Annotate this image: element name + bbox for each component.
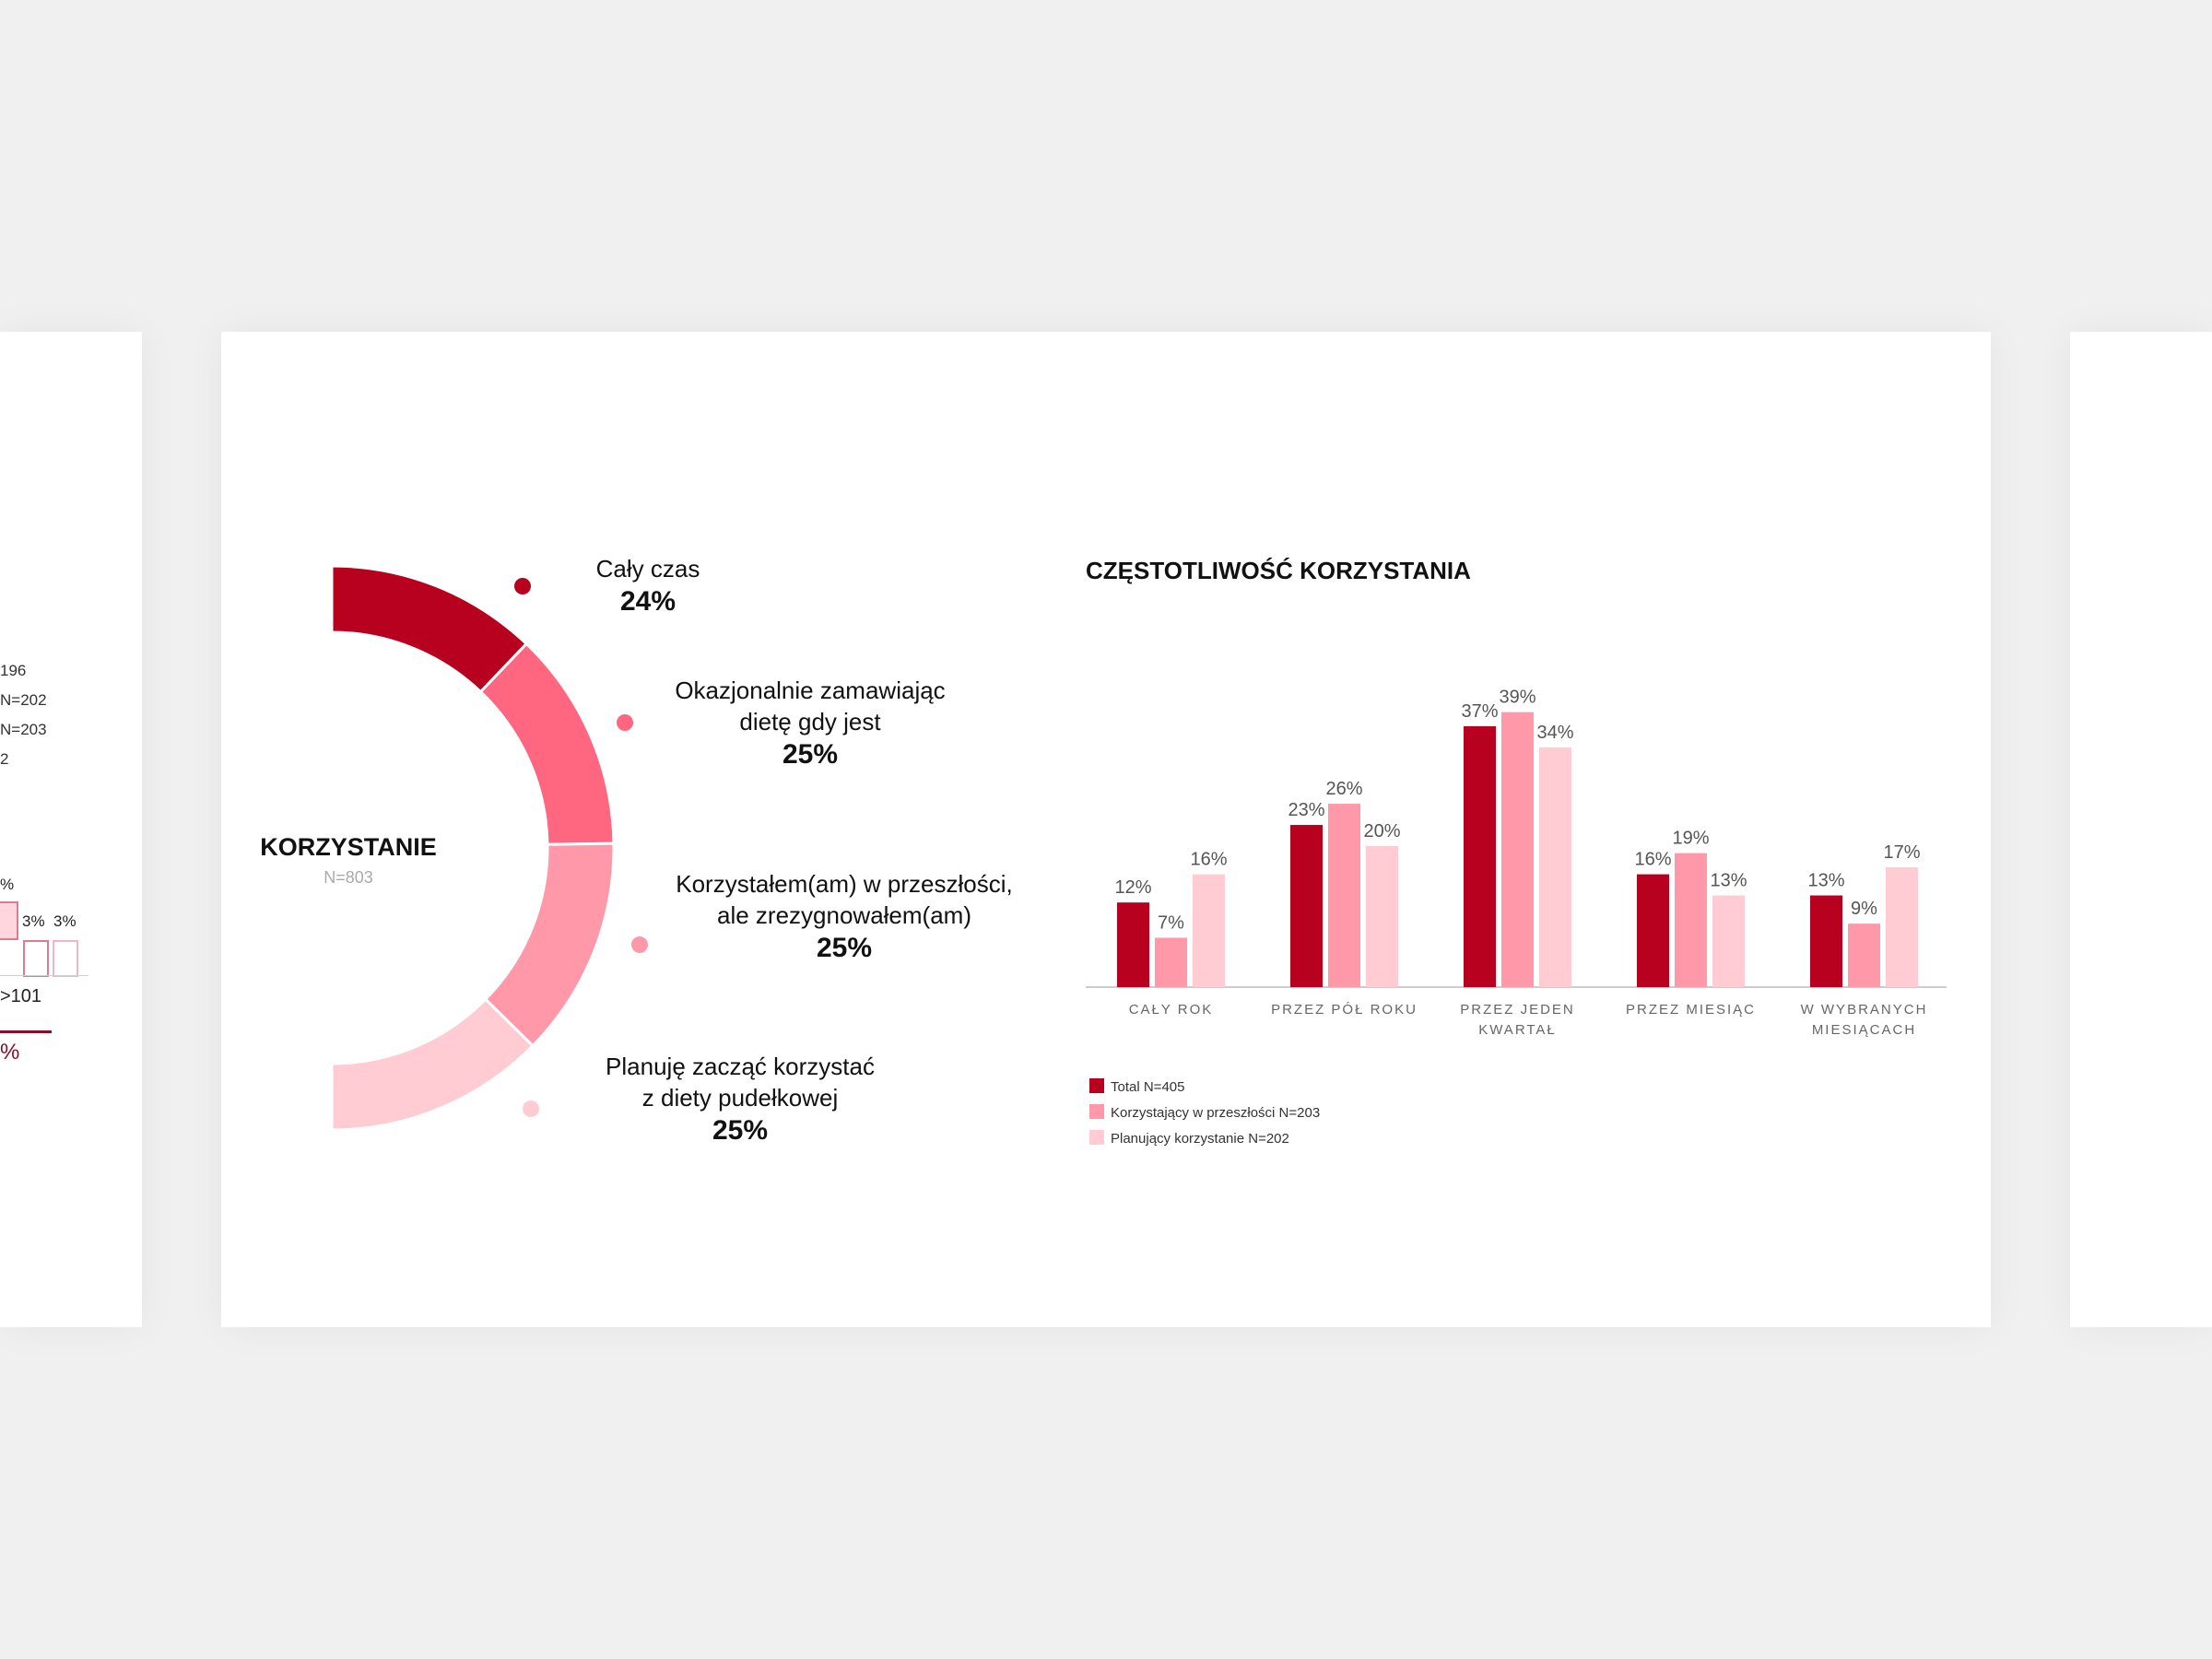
current-slide[interactable] xyxy=(221,332,1991,1327)
axis-line-fragment xyxy=(0,975,88,976)
legend-swatch-1 xyxy=(1089,1078,1104,1093)
legend-label-2: Korzystający w przeszłości N=203 xyxy=(1111,1105,1321,1121)
bar-value-label-4-3: 13% xyxy=(1710,870,1747,891)
slide-canvas xyxy=(221,332,1991,1327)
bar-value-label-5-1: 13% xyxy=(1807,870,1845,891)
bar-5-2 xyxy=(1848,924,1880,987)
legend-label-3: Planujący korzystanie N=202 xyxy=(1111,1131,1289,1147)
category-label-3-line-2: KWARTAŁ xyxy=(1478,1022,1557,1038)
bar-value-label-3-3: 34% xyxy=(1536,722,1574,743)
bar-value-label-1-2: 7% xyxy=(1158,912,1184,934)
donut-label-2-line-2: dietę gdy jest xyxy=(739,708,881,735)
bar-3-2 xyxy=(1501,712,1534,987)
legend-swatch-3 xyxy=(1089,1130,1104,1145)
value-fragment: % xyxy=(0,1040,20,1065)
previous-slide-fragment[interactable] xyxy=(0,332,142,1327)
donut-value-3: 25% xyxy=(816,933,873,963)
legend-swatch-2 xyxy=(1089,1104,1104,1119)
donut-value-4: 25% xyxy=(712,1115,769,1146)
bar-3-3 xyxy=(1539,747,1571,987)
divider-fragment xyxy=(0,1030,52,1033)
donut-label-2-line-1: Okazjonalnie zamawiając xyxy=(675,677,946,704)
legend-label-1: Total N=405 xyxy=(1111,1079,1185,1095)
donut-center-title: KORZYSTANIE xyxy=(260,833,437,861)
bar-value-label-3-1: 37% xyxy=(1461,700,1499,722)
bar-value-label-4-2: 19% xyxy=(1672,828,1710,849)
bar-4-3 xyxy=(1712,896,1745,987)
donut-segment-4 xyxy=(332,999,533,1130)
bar-value-label-5-2: 9% xyxy=(1851,899,1877,920)
donut-legend-dot-3 xyxy=(631,936,648,953)
donut-label-4-line-2: z diety pudełkowej xyxy=(641,1084,839,1112)
bar-1-2 xyxy=(1155,937,1187,987)
donut-value-2: 25% xyxy=(782,739,839,770)
bar-value-label-4-1: 16% xyxy=(1634,849,1672,870)
bar-value-label-3-2: 39% xyxy=(1499,687,1536,708)
donut-legend-dot-4 xyxy=(523,1100,539,1117)
category-label-2-line-1: PRZEZ PÓŁ ROKU xyxy=(1271,1002,1418,1018)
category-label-1-line-1: CAŁY ROK xyxy=(1128,1002,1214,1018)
category-label-5-line-2: MIESIĄCACH xyxy=(1811,1022,1917,1038)
donut-chart xyxy=(260,555,1013,1146)
bar-value-label-2-2: 26% xyxy=(1325,779,1363,800)
bar-value-label-1-3: 16% xyxy=(1190,849,1228,870)
bar-label-fragment-2: 3% xyxy=(22,912,45,930)
donut-label-3-line-1: Korzystałem(am) w przeszłości, xyxy=(676,870,1013,898)
donut-label-1-line-1: Cały czas xyxy=(595,555,700,582)
bar-fragment-1 xyxy=(0,901,18,940)
bar-2-3 xyxy=(1366,846,1398,987)
donut-legend-dot-1 xyxy=(514,578,531,594)
bar-value-label-1-1: 12% xyxy=(1114,877,1152,899)
bar-fragment-2 xyxy=(23,940,49,977)
donut-label-3-line-2: ale zrezygnowałem(am) xyxy=(717,901,971,929)
legend-fragment-3: N=203 xyxy=(0,721,47,738)
donut-value-1: 24% xyxy=(619,586,677,617)
bar-4-1 xyxy=(1637,875,1669,987)
bar-2-1 xyxy=(1290,825,1323,987)
bar-4-2 xyxy=(1675,853,1707,987)
next-slide-fragment[interactable] xyxy=(2070,332,2212,1327)
bar-chart-title: CZĘSTOTLIWOŚĆ KORZYSTANIA xyxy=(1086,557,1471,584)
legend-fragment-2: N=202 xyxy=(0,691,47,709)
bar-chart xyxy=(1086,557,1947,1147)
bar-label-fragment-1: % xyxy=(0,876,15,893)
bar-1-3 xyxy=(1193,875,1225,987)
bar-value-label-2-3: 20% xyxy=(1363,821,1401,841)
legend-fragment-1: 196 xyxy=(0,662,27,679)
category-label-5-line-1: W WYBRANYCH xyxy=(1800,1002,1928,1018)
category-label-3-line-1: PRZEZ JEDEN xyxy=(1460,1002,1575,1018)
donut-segment-3 xyxy=(486,843,614,1046)
donut-center-subtitle: N=803 xyxy=(324,868,373,887)
bar-3-1 xyxy=(1464,726,1496,987)
bar-value-label-2-1: 23% xyxy=(1288,800,1325,821)
donut-legend-dot-2 xyxy=(617,714,633,731)
donut-segment-2 xyxy=(480,644,613,845)
bar-5-1 xyxy=(1810,896,1842,987)
bar-label-fragment-3: 3% xyxy=(53,912,76,930)
bar-1-1 xyxy=(1117,902,1149,987)
bar-2-2 xyxy=(1328,804,1360,987)
bar-5-3 xyxy=(1886,867,1918,987)
legend-fragment-4: 2 xyxy=(0,750,9,768)
axis-label-fragment: >101 xyxy=(0,986,42,1006)
bar-value-label-5-3: 17% xyxy=(1883,841,1921,863)
donut-label-4-line-1: Planuję zacząć korzystać xyxy=(606,1053,875,1080)
bar-fragment-3 xyxy=(53,940,78,977)
category-label-4-line-1: PRZEZ MIESIĄC xyxy=(1625,1002,1757,1018)
